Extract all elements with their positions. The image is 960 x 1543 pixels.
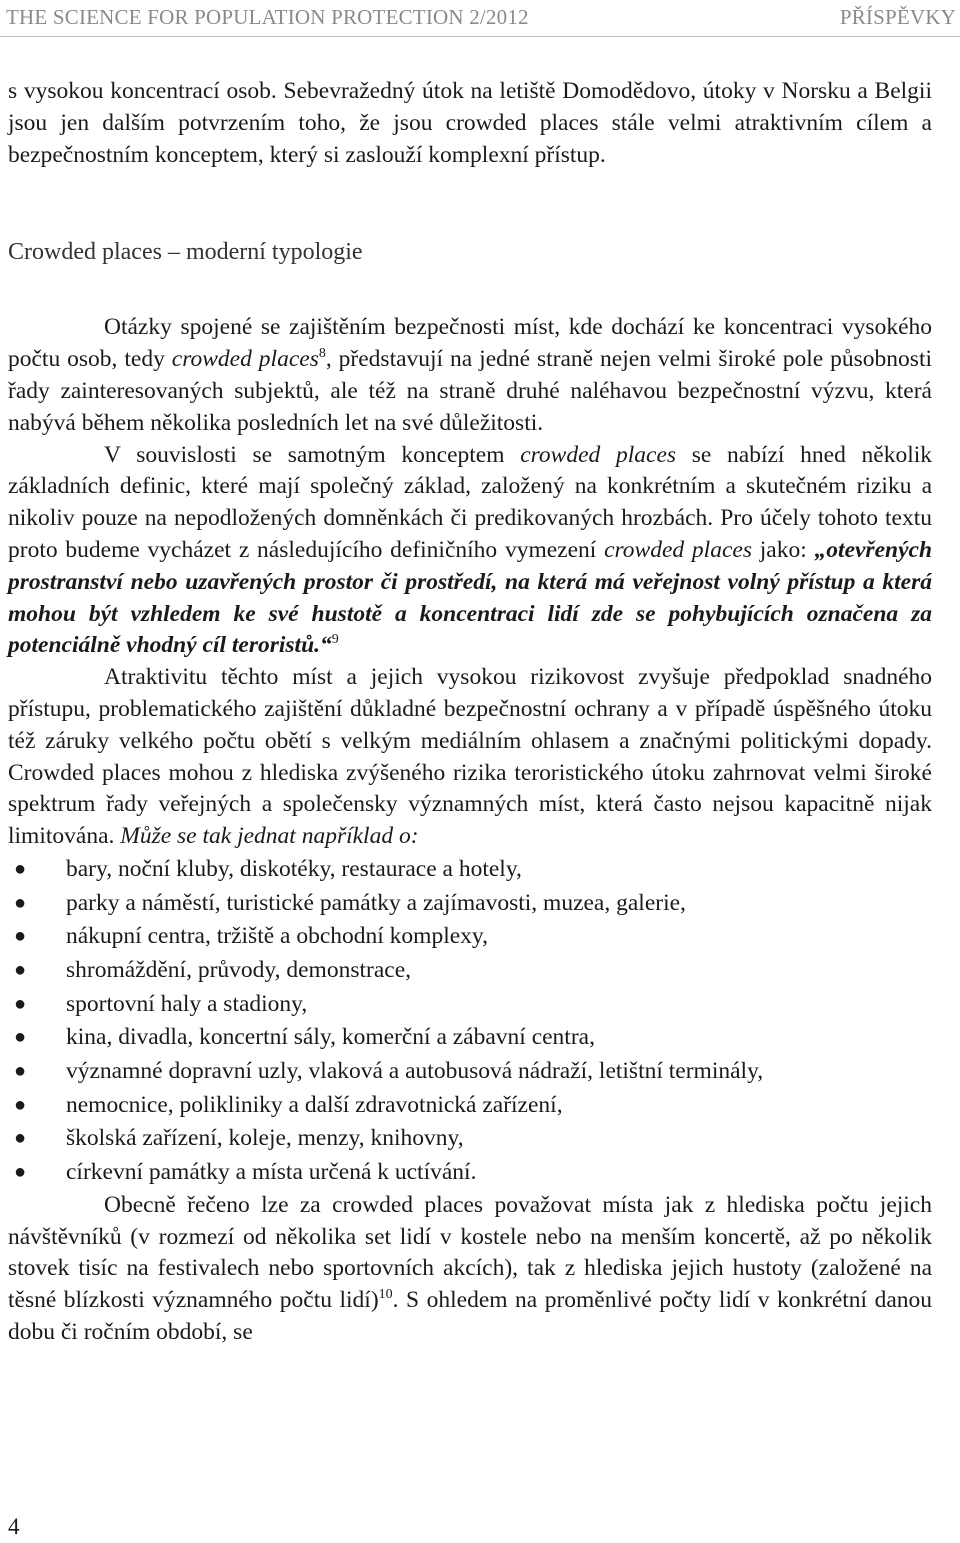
footnote-ref-8[interactable]: 8 — [318, 346, 326, 362]
list-item — [8, 1055, 932, 1089]
header-divider — [0, 36, 960, 37]
journal-title: THE SCIENCE FOR POPULATION PROTECTION 2/2012 — [6, 4, 529, 29]
list-item — [8, 920, 932, 954]
list-item-text: nemocnice, polikliniky a další zdravotnická zařízení, — [66, 1091, 563, 1118]
bullet-icon: ● — [13, 1060, 27, 1083]
paragraph-2-text-a: V souvislosti se samotným konceptem — [104, 441, 521, 468]
list-item — [8, 1122, 932, 1156]
list-item-text: kina, divadla, koncertní sály, komerční a zábavní centra, — [66, 1024, 595, 1051]
list-item — [8, 1021, 932, 1055]
bullet-icon: ● — [13, 1026, 27, 1049]
crowded-places-list — [8, 853, 932, 1190]
list-item — [8, 887, 932, 921]
bullet-icon: ● — [13, 1127, 27, 1150]
list-item — [8, 853, 932, 887]
bullet-icon: ● — [13, 891, 27, 914]
term-crowded-places: crowded places — [171, 346, 319, 373]
term-crowded-places: crowded places — [604, 536, 752, 563]
paragraph-3-text: Atraktivitu těchto míst a jejich vysokou rizikovost zvyšuje předpoklad snadného přístupu, problematického zajištění důkladné bezpečnostní ochrany a v případě úspěšného útoku též záruky velkého počtu obětí s velkým mediálním ohlasem a značnými politickými dopady. Crowded places mohou z hlediska zvýšeného rizika teroristického útoku zahrnovat velmi široké spektrum řady veřejných a společensky významných míst, která často nejsou kapacitně nijak limitována. — [8, 664, 932, 850]
list-item-text: parky a náměstí, turistické památky a zajímavosti, muzea, galerie, — [66, 889, 686, 916]
page-number: 4 — [8, 1514, 20, 1539]
paragraph-2-text-c: jako: — [751, 536, 815, 563]
list-item-text: významné dopravní uzly, vlaková a autobusová nádraží, letištní terminály, — [66, 1058, 764, 1085]
paragraph-1-text-b: , představují na jedné straně nejen velmi široké pole působnosti řady zainteresovaných subjektů, ale též na straně druhé naléhavou bezpečnostní výzvu, která nabývá během několika posledních let na své důležitosti. — [8, 346, 932, 436]
article-body — [8, 76, 932, 1349]
intro-paragraph — [8, 76, 932, 171]
paragraph-4-text-a: Obecně řečeno lze za crowded places považovat místa jak z hlediska počtu jejich návštěvníků (v rozmezí od několika set lidí v kostele nebo na menším koncertě, až po několik stovek tisíc na festivalech nebo sportovních akcích), tak z hlediska jejich hustoty (založené na těsné blízkosti významného počtu lidí) — [8, 1191, 932, 1314]
list-item — [8, 1089, 932, 1123]
list-item-text: církevní památky a místa určená k uctívání. — [66, 1159, 477, 1186]
bullet-icon: ● — [13, 992, 27, 1015]
list-lead-in: Může se tak jednat například o: — [120, 823, 419, 850]
section-label: PŘÍSPĚVKY — [839, 4, 956, 29]
list-item-text: sportovní haly a stadiony, — [66, 990, 308, 1017]
bullet-icon: ● — [13, 1093, 27, 1116]
footnote-ref-10[interactable]: 10 — [378, 1287, 393, 1303]
list-item-text: shromáždění, průvody, demonstrace, — [66, 957, 411, 983]
list-item — [8, 988, 932, 1022]
list-item-text: nákupní centra, tržiště a obchodní komplexy, — [66, 923, 489, 950]
paragraph-1 — [8, 312, 932, 439]
paragraph-1-text-a: Otázky spojené se zajištěním bezpečnosti míst, kde dochází ke koncentraci vysokého počtu osob, tedy — [8, 314, 932, 373]
definition-quote: „otevřených prostranství nebo uzavřených prostor či prostředí, na která má veřejnost volný přístup a která mohou být vzhledem ke své hustotě a koncentraci lidí zde se pohybujících označena za potenciálně vhodný cíl teroristů.“ — [8, 536, 933, 659]
bullet-icon: ● — [13, 959, 27, 981]
intro-text: s vysokou koncentrací osob. Sebevražedný útok na letiště Domodědovo, útoky v Norsku a Belgii jsou jen dalším potvrzením toho, že jsou crowded places stále velmi atraktivním cílem a bezpečnostním konceptem, který si zaslouží komplexní přístup. — [8, 78, 932, 168]
bullet-icon: ● — [13, 925, 27, 948]
list-item — [8, 954, 932, 988]
paragraph-2 — [8, 440, 932, 663]
footnote-ref-9[interactable]: 9 — [331, 632, 339, 648]
paragraph-2-text-b: se nabízí hned několik základních definic, které mají společný základ, založený na konkrétním a skutečném riziku a nikoliv pouze na nepodložených domněnkách či predikovaných hrozbách. Pro účely tohoto textu proto budeme vycházet z následujícího definičního vymezení — [8, 441, 933, 563]
term-crowded-places: crowded places — [520, 441, 677, 468]
paragraph-4-text-b: . S ohledem na proměnlivé počty lidí v konkrétní danou dobu či ročním období, se — [8, 1287, 933, 1345]
section-heading: Crowded places – moderní typologie — [8, 239, 363, 266]
paragraph-3 — [8, 662, 932, 853]
paragraph-4 — [8, 1190, 932, 1349]
list-item — [8, 1156, 932, 1190]
running-header — [6, 4, 956, 30]
bullet-icon: ● — [13, 857, 27, 880]
bullet-icon: ● — [13, 1161, 27, 1184]
list-item-text: bary, noční kluby, diskotéky, restaurace a hotely, — [66, 855, 522, 882]
list-item-text: školská zařízení, koleje, menzy, knihovny, — [66, 1125, 464, 1152]
